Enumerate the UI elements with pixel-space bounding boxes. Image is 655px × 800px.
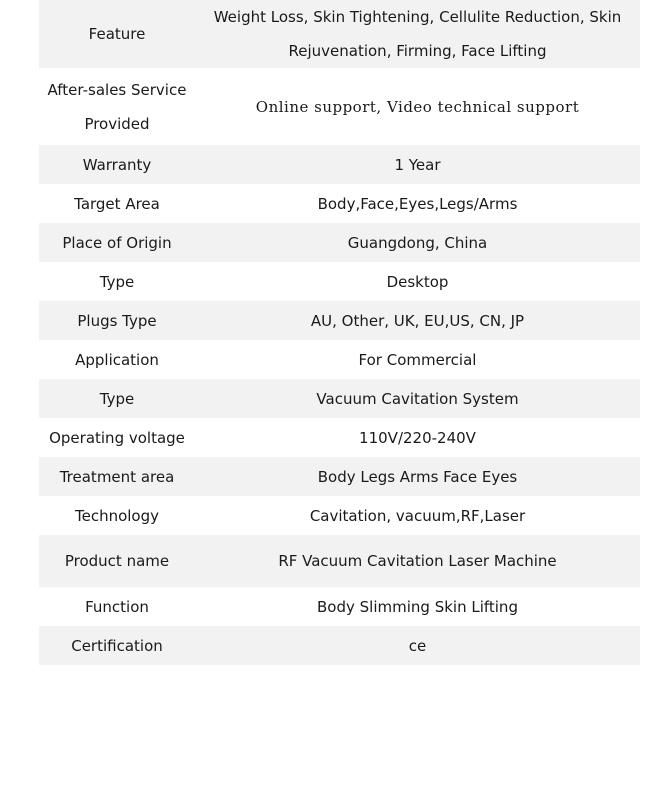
spec-label: Plugs Type [39,301,195,340]
table-row [39,418,640,457]
table-row [39,145,640,184]
spec-label: Treatment area [39,457,195,496]
spec-label: Type [39,379,195,418]
spec-label: Place of Origin [39,223,195,262]
specifications-table [39,0,640,665]
spec-label: Target Area [74,194,160,213]
table-row [39,301,640,340]
spec-value: Cavitation, vacuum,RF,Laser [309,506,526,525]
spec-label: Technology [74,506,160,525]
table-row [39,626,640,665]
spec-value: Body Slimming Skin Lifting [317,597,518,616]
table-row [39,223,640,262]
spec-value: AU, Other, UK, EU,US, CN, JP [195,301,640,340]
table-row [39,262,640,301]
spec-label: After-sales Service Provided [47,80,187,133]
spec-label: Feature [39,0,195,68]
spec-value: Weight Loss, Skin Tightening, Cellulite Reduction, Skin Rejuvenation, Firming, Face Lifting [195,0,640,68]
spec-value: Desktop [386,272,449,291]
table-row [39,496,640,535]
table-row [39,340,640,379]
spec-value: ce [195,626,640,665]
spec-label: Operating voltage [49,428,185,447]
spec-label: Function [85,597,149,616]
spec-value: 1 Year [195,145,640,184]
spec-value: Guangdong, China [195,223,640,262]
table-row [39,379,640,418]
spec-value: Vacuum Cavitation System [195,379,640,418]
spec-value: RF Vacuum Cavitation Laser Machine [195,535,640,587]
table-row [39,535,640,587]
spec-value: For Commercial [358,350,477,369]
table-row [39,457,640,496]
table-row [39,184,640,223]
spec-label: Certification [39,626,195,665]
table-row [39,68,640,145]
spec-value: 110V/220-240V [359,428,476,447]
spec-value: Body,Face,Eyes,Legs/Arms [317,194,518,213]
spec-label: Type [99,272,135,291]
table-row [39,0,640,68]
spec-label: Application [75,350,159,369]
spec-value: Online support, Video technical support [255,97,580,116]
table-row [39,587,640,626]
spec-value: Body Legs Arms Face Eyes [195,457,640,496]
spec-label: Warranty [39,145,195,184]
spec-label: Product name [39,535,195,587]
